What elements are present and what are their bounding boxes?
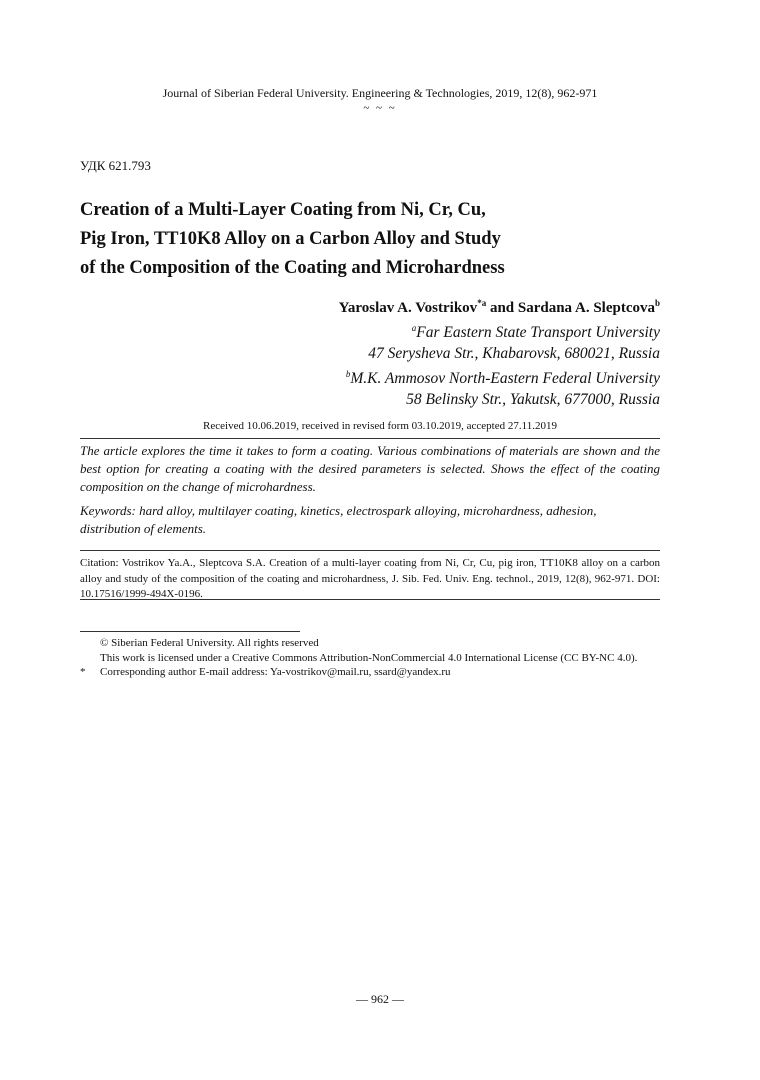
title-line-3: of the Composition of the Coating and Microhardness	[80, 258, 505, 278]
author-2-mark: b	[654, 298, 660, 308]
affiliation-a-name	[346, 318, 660, 344]
author-conjunction: and	[486, 300, 518, 316]
affiliation-a-mark: a	[411, 323, 417, 333]
affiliation-b-mark: b	[345, 369, 351, 380]
udk-code: УДК 621.793	[80, 158, 151, 173]
title-line-1: Creation of a Multi-Layer Coating from Ni, Cr, Cu,	[80, 200, 486, 220]
affiliation-a-text: Far Eastern State Transport University	[416, 324, 660, 342]
journal-header: Journal of Siberian Federal University. Engineering & Technologies, 2019, 12(8), 962-971	[162, 86, 598, 100]
abstract: The article explores the time it takes to form a coating. Various combinations of materials are shown and the best option for creating a coating with the desired parameters is selected. Shows the effect of the coating composition on the change of microhardness.	[80, 443, 660, 494]
abstract-top-rule	[80, 438, 660, 439]
footnote-rule	[80, 631, 300, 632]
affiliation-a-address: 47 Serysheva Str., Khabarovsk, 680021, Russia	[368, 344, 660, 362]
footnote-spacer	[80, 651, 100, 666]
footnote-license	[80, 651, 680, 666]
citation-bottom-rule	[80, 599, 660, 600]
article-title	[80, 196, 680, 283]
footnotes	[80, 636, 680, 680]
footnote-corresponding-mark: *	[80, 666, 86, 678]
affiliations	[346, 318, 660, 410]
affiliation-b-name	[346, 364, 660, 390]
page-number: — 962 —	[356, 992, 404, 1006]
footnote-copyright-text: © Siberian Federal University. All rights reserved	[100, 637, 319, 649]
footnote-license-text: This work is licensed under a Creative Commons Attribution-NonCommercial 4.0 International License (CC BY-NC 4.0).	[100, 651, 638, 664]
footnote-copyright	[80, 636, 680, 651]
footnote-corresponding	[80, 665, 680, 680]
citation: Citation: Vostrikov Ya.A., Sleptcova S.A. Creation of a multi-layer coating from Ni, Cr, Cu, pig iron, TT10K8 alloy on a carbon alloy and study of the composition of the coating and microhardness, J. Sib. Fed. Univ. Eng. technol., 2019, 12(8), 962-971. DOI: 10.17516/1999-494X-0196.	[80, 557, 660, 600]
author-1-mark: *a	[477, 298, 487, 308]
footnote-corresponding-text: Corresponding author E-mail address: Ya-vostrikov@mail.ru, ssard@yandex.ru	[100, 666, 451, 678]
authors-line	[339, 298, 660, 317]
affiliation-b-address: 58 Belinsky Str., Yakutsk, 677000, Russia	[406, 390, 660, 408]
footnote-spacer	[80, 636, 100, 651]
author-1-name: Yaroslav A. Vostrikov	[338, 300, 478, 316]
citation-top-rule	[80, 550, 660, 551]
title-line-2: Pig Iron, TT10K8 Alloy on a Carbon Alloy and Study	[80, 229, 501, 249]
author-2-name: Sardana A. Sleptcova	[517, 300, 655, 316]
affiliation-b-text: M.K. Ammosov North-Eastern Federal University	[350, 370, 660, 388]
received-dates: Received 10.06.2019, received in revised form 03.10.2019, accepted 27.11.2019	[203, 420, 557, 432]
keywords: Keywords: hard alloy, multilayer coating, kinetics, electrospark alloying, microhardness, adhesion, distribution of elements.	[80, 503, 597, 536]
journal-ornament: ~ ~ ~	[363, 102, 397, 114]
